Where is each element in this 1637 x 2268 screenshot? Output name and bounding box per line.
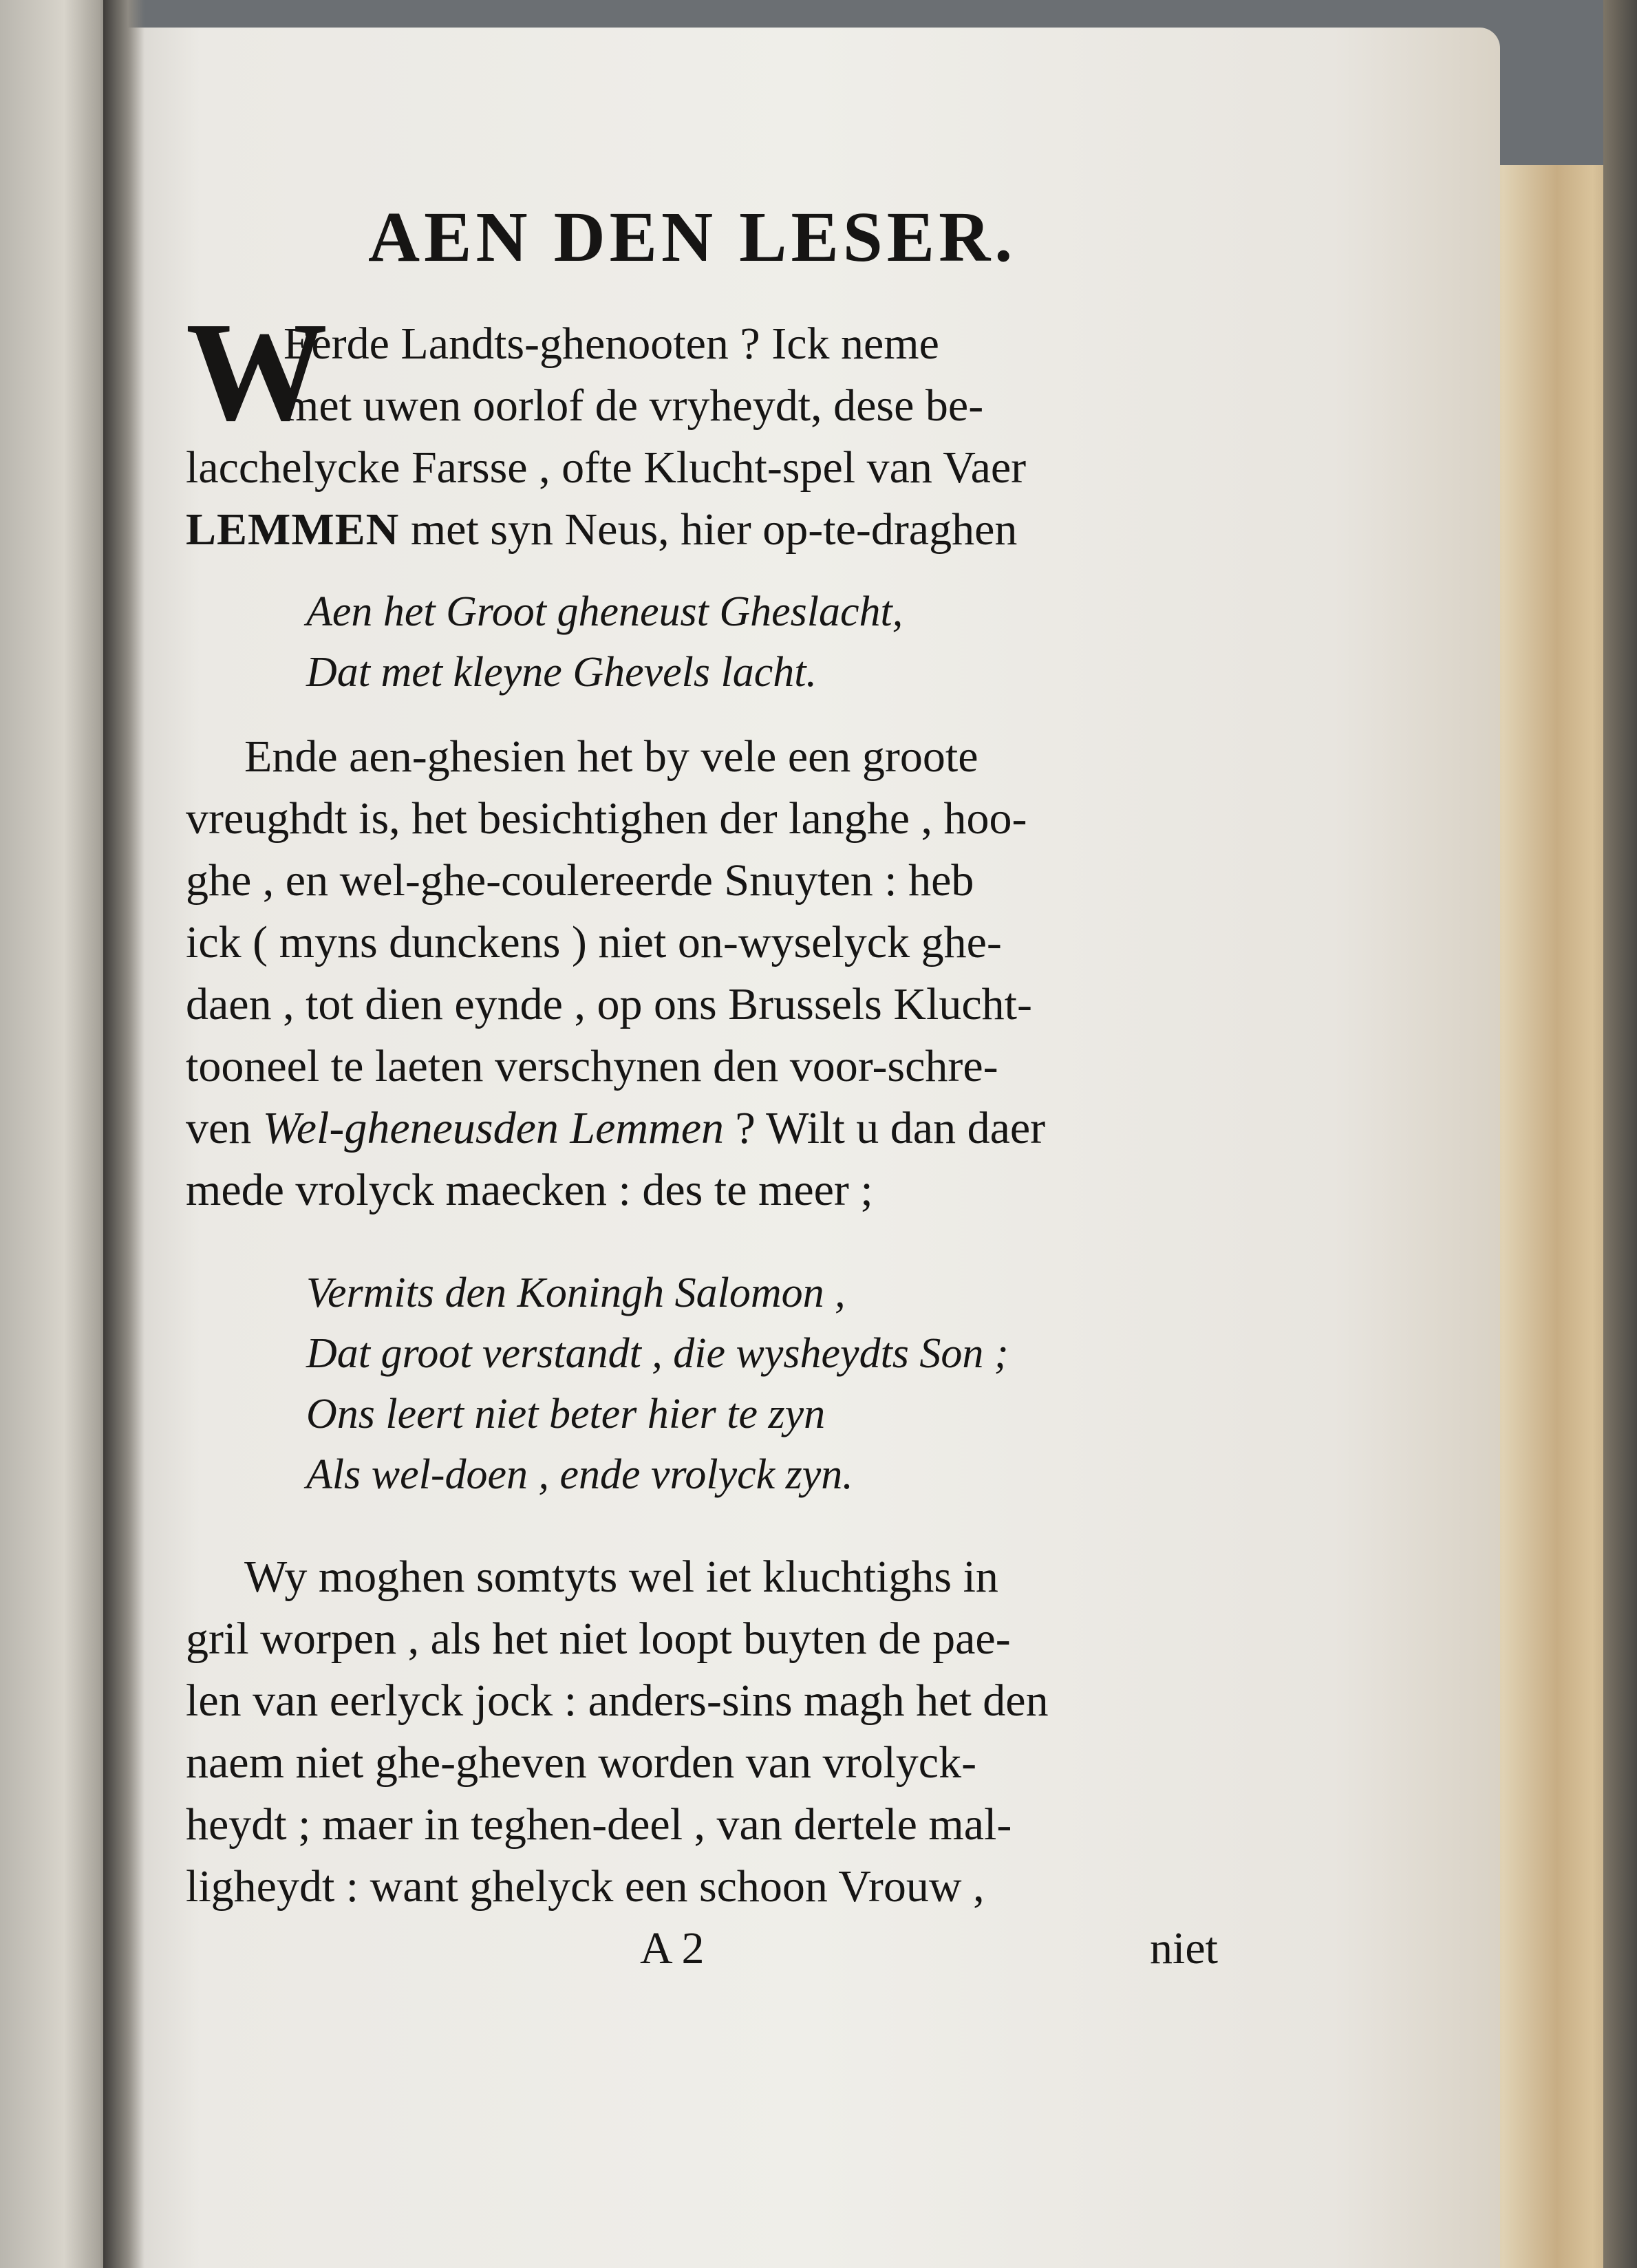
verse-line: Dat groot verstandt , die wysheydts Son ;	[306, 1330, 1009, 1377]
text-fragment: ven	[186, 1103, 263, 1153]
verse-two	[306, 1263, 1218, 1505]
text-line: vreughdt is, het besichtighen der langhe , hoo-	[186, 793, 1027, 844]
page-title: AEN DEN LESER.	[368, 197, 1017, 277]
text-line: naem niet ghe-gheven worden van vrolyck-	[186, 1737, 977, 1788]
text-line: ligheydt : want ghelyck een schoon Vrouw ,	[186, 1861, 985, 1912]
text-line: ghe , en wel-ghe-coulereerde Snuyten : heb	[186, 855, 974, 906]
text-line: tooneel te laeten verschynen den voor-schre-	[186, 1041, 998, 1091]
text-line: mede vrolyck maecken : des te meer ;	[186, 1165, 873, 1215]
drop-cap: W	[186, 292, 328, 450]
text-line: Ende aen-ghesien het by vele een groote	[244, 731, 978, 782]
verse-line: Als wel-doen , ende vrolyck zyn.	[306, 1451, 853, 1498]
text-line	[186, 499, 1218, 561]
text-line: len van eerlyck jock : anders-sins magh het den	[186, 1676, 1049, 1726]
text-line: met uwen oorlof de vryheydt, dese be-	[283, 381, 984, 431]
name-lemmen: LEMMEN	[186, 504, 400, 555]
text-line: daen , tot dien eynde , op ons Brussels Klucht-	[186, 979, 1032, 1029]
verse-line: Dat met kleyne Ghevels lacht.	[306, 649, 817, 696]
text-line: gril worpen , als het niet loopt buyten de pae-	[186, 1614, 1011, 1664]
intro-paragraph	[186, 292, 1218, 561]
paragraph-two	[186, 726, 1218, 1221]
verse-line: Vermits den Koningh Salomon ,	[306, 1270, 846, 1316]
text-line: ick ( myns dunckens ) niet on-wyselyck ghe-	[186, 917, 1002, 967]
text-fragment: ? Wilt u dan daer	[724, 1103, 1046, 1153]
text-line: Eerde Landts-ghenooten ? Ick neme	[283, 319, 939, 369]
book-cover-edge	[1603, 0, 1637, 2268]
text-fragment: met syn Neus, hier op-te-draghen	[399, 504, 1018, 555]
verse-line: Ons leert niet beter hier te zyn	[306, 1391, 826, 1437]
catchword: niet	[1150, 1923, 1218, 1973]
book-gutter-shadow	[103, 0, 145, 2268]
page-footer	[186, 1918, 1218, 1980]
signature-mark: A 2	[640, 1923, 705, 1973]
text-line: heydt ; maer in teghen-deel , van dertele mal-	[186, 1799, 1012, 1850]
text-line: lacchelycke Farsse , ofte Klucht-spel van Vaer	[186, 442, 1027, 493]
page-text	[186, 197, 1218, 1980]
verse-line: Aen het Groot gheneust Gheslacht,	[306, 588, 903, 635]
paragraph-three	[186, 1546, 1218, 1918]
verse-one	[306, 581, 1218, 703]
text-line	[186, 1098, 1218, 1159]
previous-page-edge	[0, 0, 117, 2268]
book-page	[117, 28, 1500, 2268]
text-line: Wy moghen somtyts wel iet kluchtighs in	[244, 1552, 998, 1602]
italic-name: Wel-gheneusden Lemmen	[262, 1103, 725, 1153]
